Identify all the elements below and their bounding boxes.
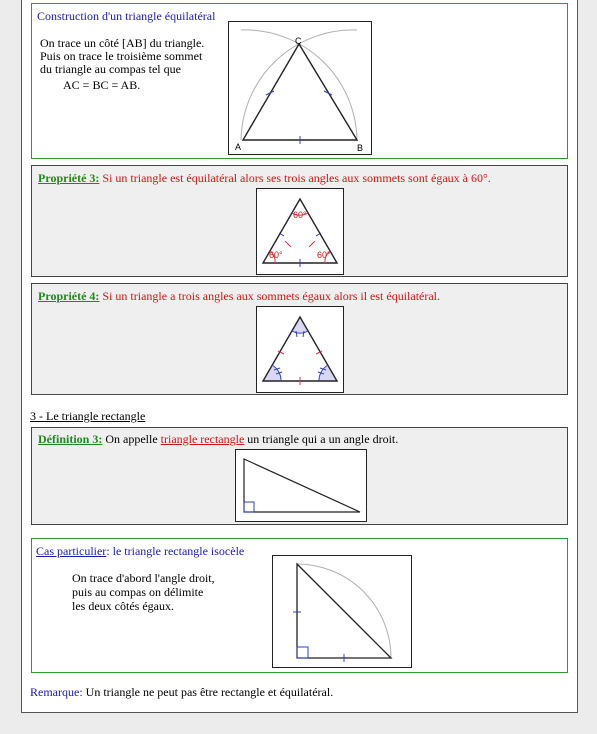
special-case-line-1: On trace d'abord l'angle droit,: [72, 571, 215, 585]
vertex-c-label: C: [295, 36, 302, 46]
right-isosceles-drawing: [273, 556, 411, 667]
equal-angles-drawing: [257, 307, 343, 392]
angle-60-label-top: 60°: [293, 210, 307, 220]
definition-3-box: [31, 427, 568, 525]
special-case-title: [36, 544, 244, 558]
special-case-box: [31, 538, 568, 673]
special-case-line-3: les deux côtés égaux.: [72, 599, 174, 613]
definition-3-term: triangle rectangle: [160, 432, 245, 446]
right-isosceles-figure: [272, 555, 412, 668]
angle-60-label-right: 60°: [317, 250, 331, 260]
property-3-statement: [38, 171, 491, 185]
construction-box: [31, 3, 568, 159]
right-triangle-figure: [235, 449, 367, 522]
equilateral-60-figure: [256, 188, 344, 275]
special-case-title-rest: : le triangle rectangle isocèle: [106, 544, 245, 558]
remark: [30, 685, 333, 699]
vertex-a-label: A: [235, 142, 242, 152]
right-triangle-drawing: [236, 450, 366, 521]
property-3-label: Propriété 3:: [38, 171, 100, 185]
remark-text: Un triangle ne peut pas être rectangle et équilatéral.: [85, 685, 334, 699]
remark-label: Remarque:: [30, 685, 83, 699]
construction-line-2: Puis on trace le troisième sommet: [40, 49, 203, 63]
property-3-text: Si un triangle est équilatéral alors ses trois angles aux sommets sont égaux à 60°.: [102, 171, 491, 185]
angle-60-label-left: 60°: [269, 250, 283, 260]
definition-3-label: Définition 3:: [38, 432, 103, 446]
construction-line-1: On trace un côté [AB] du triangle.: [40, 36, 205, 50]
section-3-heading: 3 - Le triangle rectangle: [30, 409, 146, 423]
construction-equation: AC = BC = AB.: [63, 78, 141, 92]
property-4-statement: [38, 289, 440, 303]
definition-3-before: On appelle: [105, 432, 158, 446]
property-4-box: [31, 283, 568, 395]
vertex-b-label: B: [357, 143, 364, 153]
definition-3-after: un triangle qui a un angle droit.: [247, 432, 399, 446]
equal-angles-figure: [256, 306, 344, 393]
construction-title: Construction d'un triangle équilatéral: [37, 9, 216, 23]
property-3-box: [31, 165, 568, 277]
special-case-link[interactable]: Cas particulier: [36, 544, 107, 558]
construction-line-3: du triangle au compas tel que: [40, 62, 181, 76]
definition-3-statement: [38, 432, 398, 446]
property-4-text: Si un triangle a trois angles aux sommets égaux alors il est équilatéral.: [102, 289, 441, 303]
page: [21, 0, 578, 713]
equilateral-construction-figure: [228, 21, 372, 155]
property-4-label: Propriété 4:: [38, 289, 100, 303]
special-case-line-2: puis au compas on délimite: [72, 585, 204, 599]
